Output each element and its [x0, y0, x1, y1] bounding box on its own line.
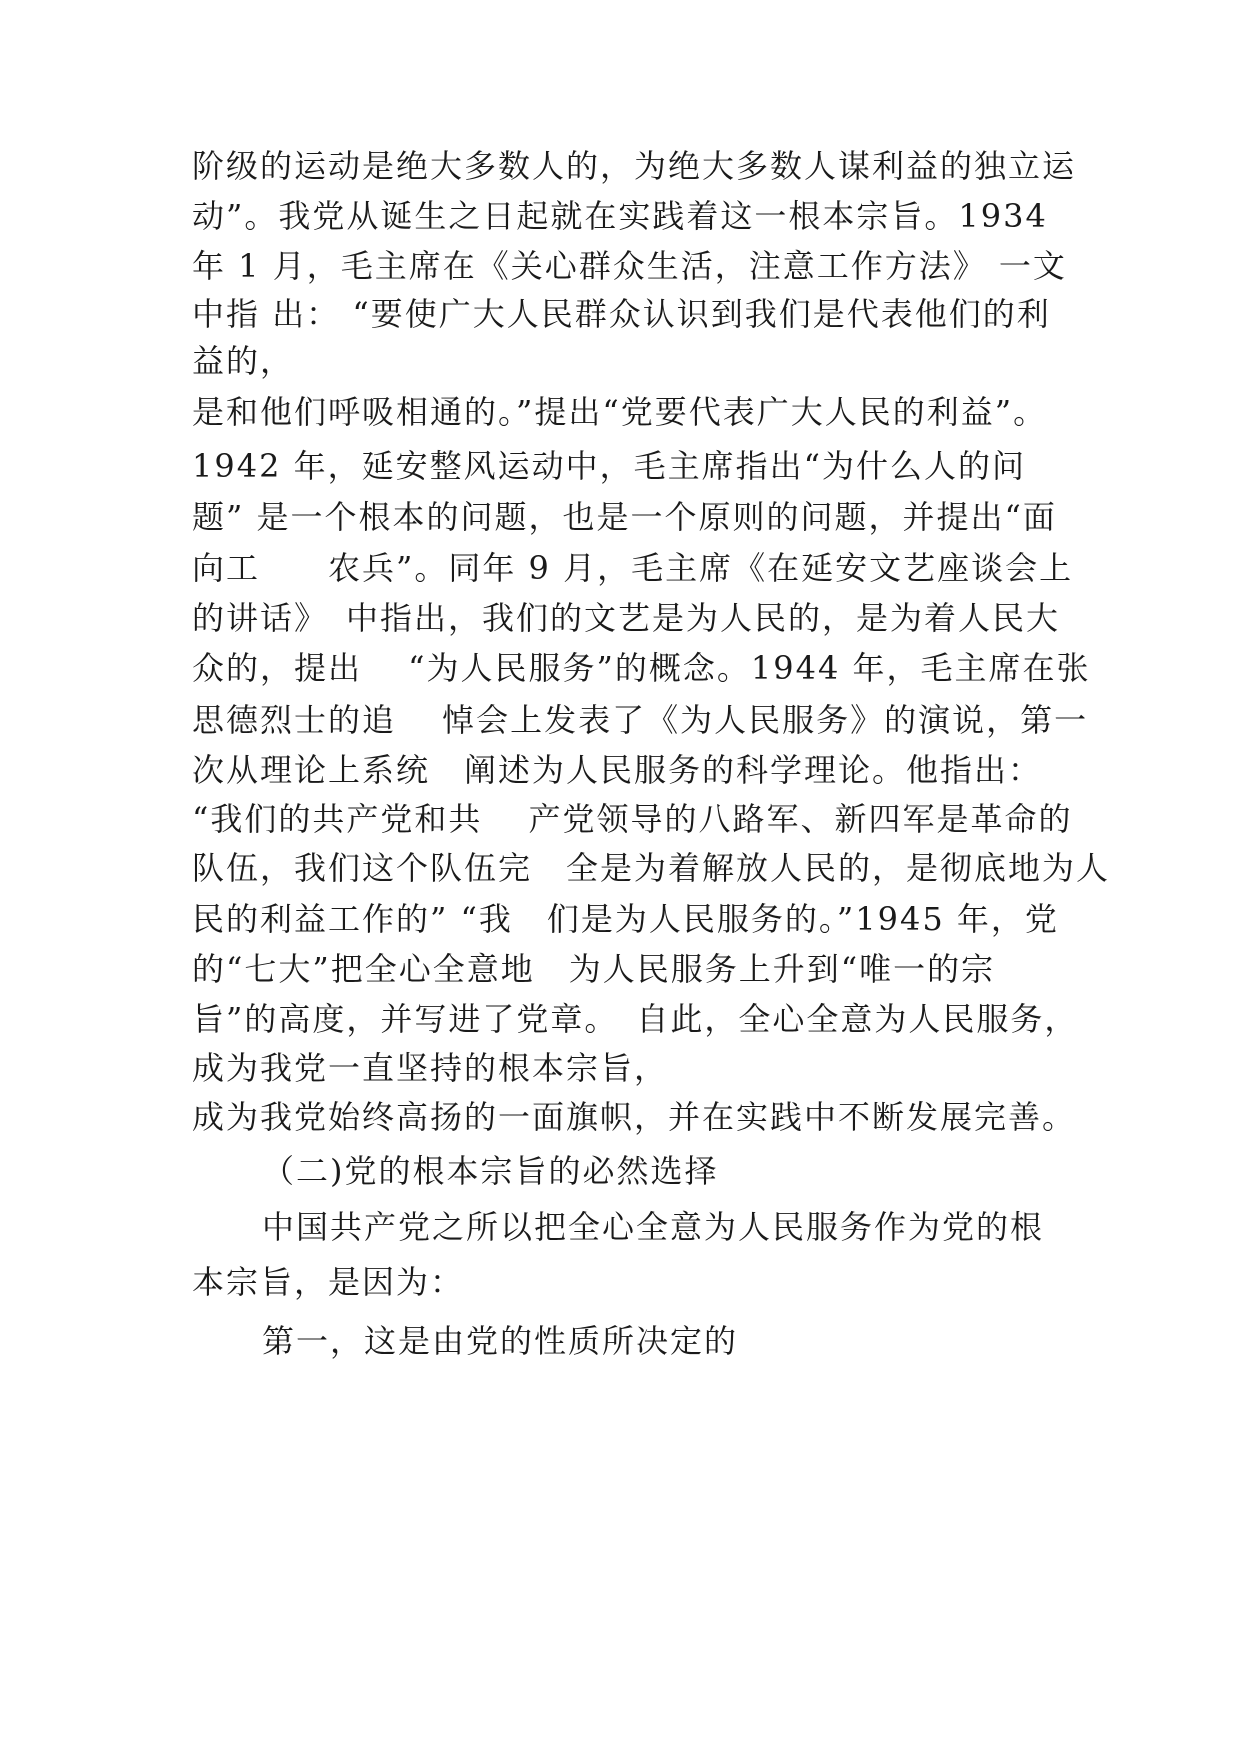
text-line-10: 的讲话》 中指出，我们的文艺是为人民的，是为着人民大	[192, 599, 1061, 637]
text-line-14: “我们的共产党和共 产党领导的八路军、新四军是革命的	[192, 800, 1073, 838]
text-line-18: 旨”的高度，并写进了党章。 自此，全心全意为人民服务，	[192, 1000, 1079, 1038]
text-line-19: 成为我党一直坚持的根本宗旨，	[192, 1049, 669, 1087]
text-line-20: 成为我党始终高扬的一面旗帜，并在实践中不断发展完善。	[192, 1098, 1077, 1136]
text-line-5: 益的，	[192, 342, 295, 380]
text-line-1: 阶级的运动是绝大多数人的，为绝大多数人谋利益的独立运	[192, 147, 1077, 185]
text-line-17: 的“七大”把全心全意地 为人民服务上升到“唯一的宗	[192, 950, 996, 988]
text-line-22: 中国共产党之所以把全心全意为人民服务作为党的根	[262, 1208, 1045, 1246]
section-heading: （二)党的根本宗旨的必然选择	[262, 1152, 719, 1190]
text-line-8: 题” 是一个根本的问题，也是一个原则的问题，并提出“面	[192, 498, 1057, 536]
text-line-16: 民的利益工作的” “我 们是为人民服务的。”1945 年，党	[192, 900, 1059, 938]
text-line-11: 众的，提出 “为人民服务”的概念。1944 年，毛主席在张	[192, 649, 1091, 687]
text-line-4: 中指 出： “要使广大人民群众认识到我们是代表他们的利	[192, 295, 1051, 333]
text-line-9: 向工 农兵”。同年 9 月，毛主席《在延安文艺座谈会上	[192, 549, 1074, 587]
text-line-13: 次从理论上系统 阐述为人民服务的科学理论。他指出：	[192, 751, 1043, 789]
text-line-6: 是和他们呼吸相通的。”提出“党要代表广大人民的利益”。	[192, 393, 1048, 431]
text-line-24: 第一，这是由党的性质所决定的	[262, 1322, 739, 1360]
text-line-15: 队伍，我们这个队伍完 全是为着解放人民的，是彻底地为人	[192, 849, 1111, 887]
text-line-2: 动”。我党从诞生之日起就在实践着这一根本宗旨。1934	[192, 197, 1048, 235]
text-line-23: 本宗旨，是因为：	[192, 1263, 465, 1301]
text-line-12: 思德烈士的追 悼会上发表了《为人民服务》的演说，第一	[192, 701, 1089, 739]
text-line-3: 年 1 月，毛主席在《关心群众生活，注意工作方法》 一文	[192, 247, 1067, 285]
text-line-7: 1942 年，延安整风运动中，毛主席指出“为什么人的问	[192, 447, 1026, 485]
